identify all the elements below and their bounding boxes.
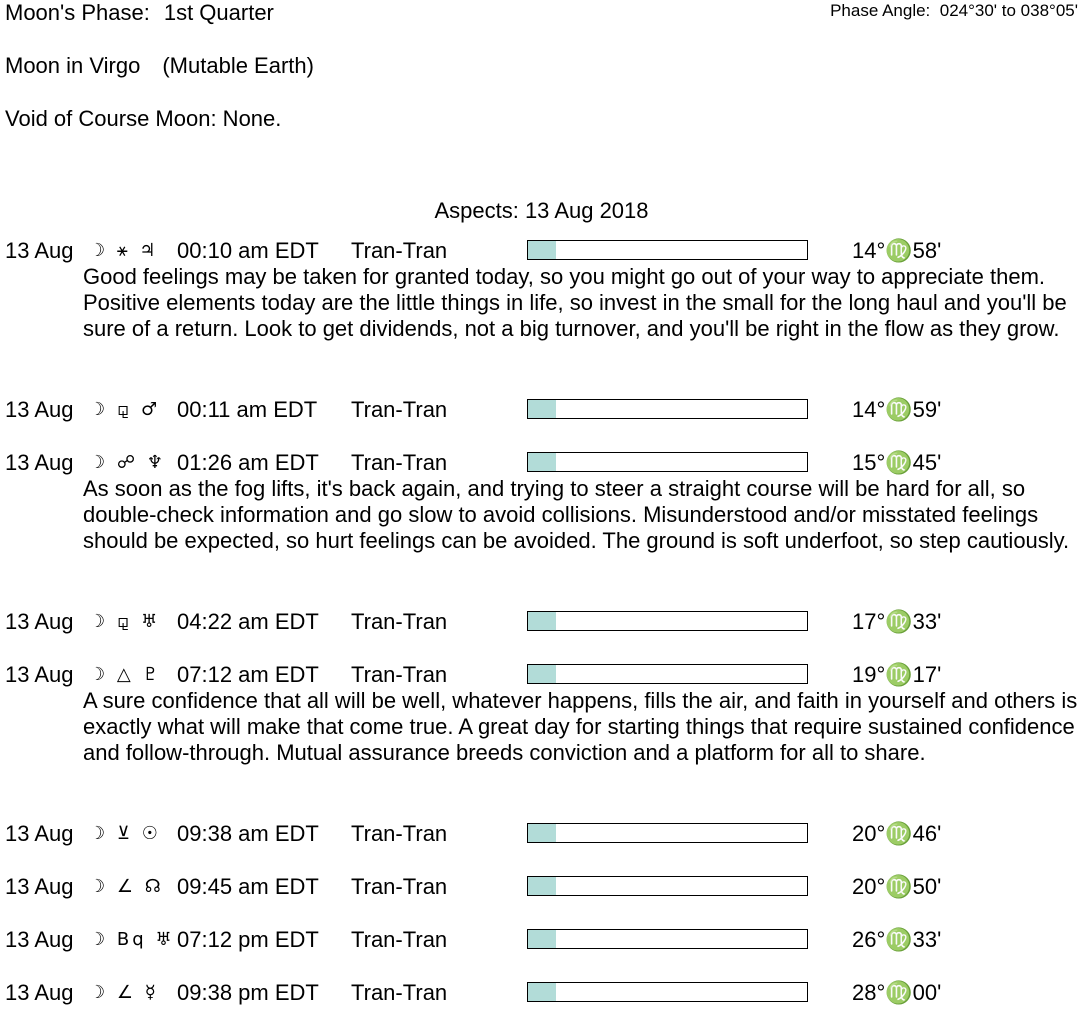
- aspect-type: Tran-Tran: [351, 874, 448, 899]
- phase-angle: [830, 0, 1078, 22]
- strength-bar: [527, 876, 808, 896]
- strength-bar-fill: [528, 400, 556, 418]
- aspect-date: 13 Aug: [5, 450, 74, 475]
- aspect-date: 13 Aug: [5, 609, 74, 634]
- aspect-row: [0, 821, 1088, 847]
- strength-bar: [527, 611, 808, 631]
- aspect-row: [0, 980, 1088, 1006]
- aspect-entry: [0, 821, 1088, 847]
- aspect-date: 13 Aug: [5, 662, 74, 687]
- strength-bar-fill: [528, 665, 556, 683]
- aspect-date: 13 Aug: [5, 238, 74, 263]
- strength-bar-fill: [528, 930, 556, 948]
- strength-bar: [527, 664, 808, 684]
- aspect-row: [0, 662, 1088, 688]
- aspect-type: Tran-Tran: [351, 397, 448, 422]
- aspect-degree: 28°♍00': [852, 980, 942, 1005]
- aspect-type: Tran-Tran: [351, 821, 448, 846]
- moon-sign: [5, 53, 314, 79]
- void-of-course: Void of Course Moon: None.: [5, 106, 282, 131]
- aspect-time: 01:26 am EDT: [177, 450, 319, 475]
- aspect-entry: [0, 662, 1088, 766]
- aspect-degree: 14°♍59': [852, 397, 942, 422]
- moon-sign-element: (Mutable Earth): [162, 53, 314, 78]
- aspect-type: Tran-Tran: [351, 609, 448, 634]
- moon-sign-label: Moon in Virgo: [5, 53, 141, 78]
- aspect-description: As soon as the fog lifts, it's back again, and trying to steer a straight course will be hard for all, so double-check information and go slow to avoid collisions. Misunderstood and/or misstated feelings should be expected, so hurt feelings can be avoided. The ground is soft underfoot, so step cautiously.: [83, 476, 1070, 553]
- strength-bar-fill: [528, 983, 556, 1001]
- strength-bar-fill: [528, 612, 556, 630]
- aspect-time: 09:38 am EDT: [177, 821, 319, 846]
- strength-bar-fill: [528, 241, 556, 259]
- moon-phase-value: 1st Quarter: [163, 0, 274, 25]
- aspect-glyphs: ☽ ☍ ♆: [89, 452, 166, 473]
- aspect-type: Tran-Tran: [351, 662, 448, 687]
- aspect-row: [0, 238, 1088, 264]
- strength-bar: [527, 929, 808, 949]
- aspect-date: 13 Aug: [5, 874, 74, 899]
- strength-bar: [527, 982, 808, 1002]
- aspect-glyphs: ☽ △ ♇: [89, 664, 162, 685]
- strength-bar-fill: [528, 824, 556, 842]
- aspect-entry: [0, 609, 1088, 635]
- aspect-degree: 26°♍33': [852, 927, 942, 952]
- strength-bar: [527, 399, 808, 419]
- aspect-row: [0, 927, 1088, 953]
- aspect-glyphs: ☽ Bq ♅: [89, 929, 175, 950]
- aspect-row: [0, 609, 1088, 635]
- phase-angle-value: 024°30' to 038°05': [939, 1, 1078, 20]
- aspect-date: 13 Aug: [5, 821, 74, 846]
- aspect-description: A sure confidence that all will be well, whatever happens, fills the air, and faith in yourself and others is exactly what will make that come true. A great day for starting things that require sustained confidence and follow-through. Mutual assurance breeds conviction and a platform for all to share.: [83, 688, 1078, 765]
- aspect-entry: [0, 397, 1088, 423]
- moon-phase-label: Moon's Phase:: [5, 0, 150, 25]
- aspect-row: [0, 450, 1088, 476]
- strength-bar: [527, 452, 808, 472]
- aspect-entry: [0, 238, 1088, 342]
- aspect-date: 13 Aug: [5, 927, 74, 952]
- aspect-type: Tran-Tran: [351, 450, 448, 475]
- aspect-time: 00:11 am EDT: [177, 397, 318, 422]
- strength-bar-fill: [528, 453, 556, 471]
- aspect-type: Tran-Tran: [351, 238, 448, 263]
- aspect-date: 13 Aug: [5, 980, 74, 1005]
- phase-angle-label: Phase Angle:: [830, 1, 931, 20]
- aspect-glyphs: ☽ ⚼ ♂: [89, 399, 161, 420]
- aspect-time: 09:45 am EDT: [177, 874, 319, 899]
- aspect-degree: 20°♍50': [852, 874, 942, 899]
- aspect-date: 13 Aug: [5, 397, 74, 422]
- aspect-glyphs: ☽ ⊻ ☉: [89, 823, 161, 844]
- aspect-entry: [0, 874, 1088, 900]
- aspect-time: 00:10 am EDT: [177, 238, 319, 263]
- strength-bar: [527, 823, 808, 843]
- aspect-time: 07:12 pm EDT: [177, 927, 319, 952]
- aspect-description: Good feelings may be taken for granted today, so you might go out of your way to appreciate them. Positive elements today are the little things in life, so invest in the small for the long haul and you'll be sure of a return. Look to get dividends, not a big turnover, and you'll be right in the flow as they grow.: [83, 264, 1067, 341]
- aspect-time: 09:38 pm EDT: [177, 980, 319, 1005]
- aspect-row: [0, 874, 1088, 900]
- aspect-degree: 19°♍17': [852, 662, 942, 687]
- aspect-degree: 14°♍58': [852, 238, 942, 263]
- aspect-degree: 20°♍46': [852, 821, 942, 846]
- aspect-glyphs: ☽ ⚹ ♃: [89, 240, 159, 261]
- aspect-glyphs: ☽ ⚼ ♅: [89, 611, 161, 632]
- aspect-entry: [0, 450, 1088, 554]
- aspect-time: 04:22 am EDT: [177, 609, 319, 634]
- aspect-degree: 15°♍45': [852, 450, 942, 475]
- aspect-entry: [0, 927, 1088, 953]
- strength-bar: [527, 240, 808, 260]
- aspect-entry: [0, 980, 1088, 1006]
- aspect-row: [0, 397, 1088, 423]
- aspect-degree: 17°♍33': [852, 609, 942, 634]
- aspects-heading: Aspects: 13 Aug 2018: [434, 198, 649, 223]
- aspect-type: Tran-Tran: [351, 980, 448, 1005]
- aspect-type: Tran-Tran: [351, 927, 448, 952]
- aspect-time: 07:12 am EDT: [177, 662, 319, 687]
- aspect-glyphs: ☽ ∠ ☿: [89, 982, 159, 1003]
- moon-phase: [5, 0, 274, 26]
- strength-bar-fill: [528, 877, 556, 895]
- aspect-glyphs: ☽ ∠ ☊: [89, 876, 164, 897]
